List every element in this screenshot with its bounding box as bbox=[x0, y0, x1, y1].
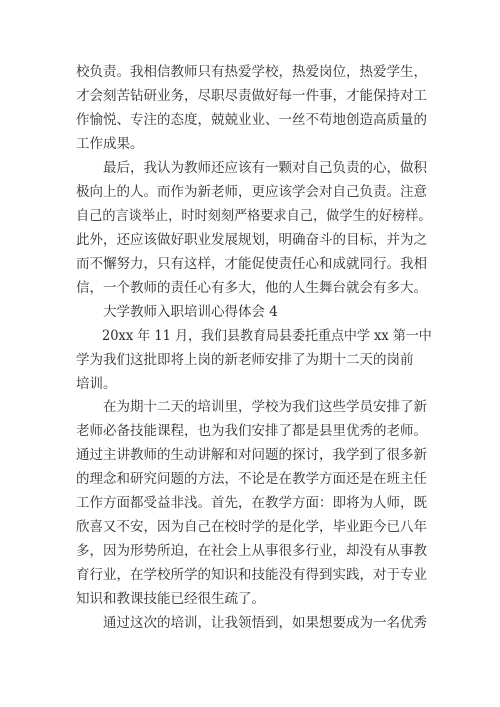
text-line: 作愉悦、专注的态度，兢兢业业、一丝不苟地创造高质量的 bbox=[76, 112, 427, 128]
text-line: 此外，还应该做好职业发展规划，明确奋斗的目标，并为之 bbox=[76, 232, 427, 248]
text-line: 通过这次的培训，让我领悟到，如果想要成为一名优秀 bbox=[76, 615, 427, 631]
text-line: 自己的言谈举止，时时刻刻严格要求自己，做学生的好榜样。 bbox=[76, 208, 432, 224]
text-line: 学为我们这批即将上岗的新老师安排了为期十二天的岗前 bbox=[76, 352, 414, 368]
text-line: 最后，我认为教师还应该有一颗对自己负责的心，做积 bbox=[76, 160, 427, 176]
text-line: 大学教师入职培训心得体会 4 bbox=[76, 304, 278, 320]
text-line: 在为期十二天的培训里，学校为我们这些学员安排了新 bbox=[76, 399, 427, 415]
text-line: 老师必备技能课程，也为我们安排了都是县里优秀的老师。 bbox=[76, 423, 427, 439]
text-line: 的理念和研究问题的方法，不论是在教学方面还是在班主任 bbox=[76, 471, 427, 487]
text-line: 通过主讲教师的生动讲解和对问题的探讨，我学到了很多新 bbox=[76, 447, 427, 463]
text-line: 校负责。我相信教师只有热爱学校，热爱岗位，热爱学生， bbox=[76, 64, 427, 80]
text-line: 而不懈努力，只有这样，才能促使责任心和成就同行。我相 bbox=[76, 256, 427, 272]
text-line: 欣喜又不安，因为自己在校时学的是化学，毕业距今已八年 bbox=[76, 519, 427, 535]
text-line: 信，一个教师的责任心有多大，他的人生舞台就会有多大。 bbox=[76, 280, 427, 296]
text-line: 极向上的人。而作为新老师，更应该学会对自己负责。注意 bbox=[76, 184, 427, 200]
text-line: 培训。 bbox=[76, 376, 117, 392]
text-line: 工作成果。 bbox=[76, 136, 144, 152]
text-line: 多，因为形势所迫，在社会上从事很多行业，却没有从事教 bbox=[76, 543, 427, 559]
text-line: 20xx 年 11 月，我们县教育局县委托重点中学 xx 第一中 bbox=[76, 328, 432, 344]
text-line: 知识和教课技能已经很生疏了。 bbox=[76, 591, 265, 607]
text-line: 育行业，在学校所学的知识和技能没有得到实践，对于专业 bbox=[76, 567, 427, 583]
text-line: 工作方面都受益非浅。首先，在教学方面：即将为人师，既 bbox=[76, 495, 427, 511]
text-line: 才会刻苦钻研业务，尽职尽责做好每一件事，才能保持对工 bbox=[76, 88, 427, 104]
